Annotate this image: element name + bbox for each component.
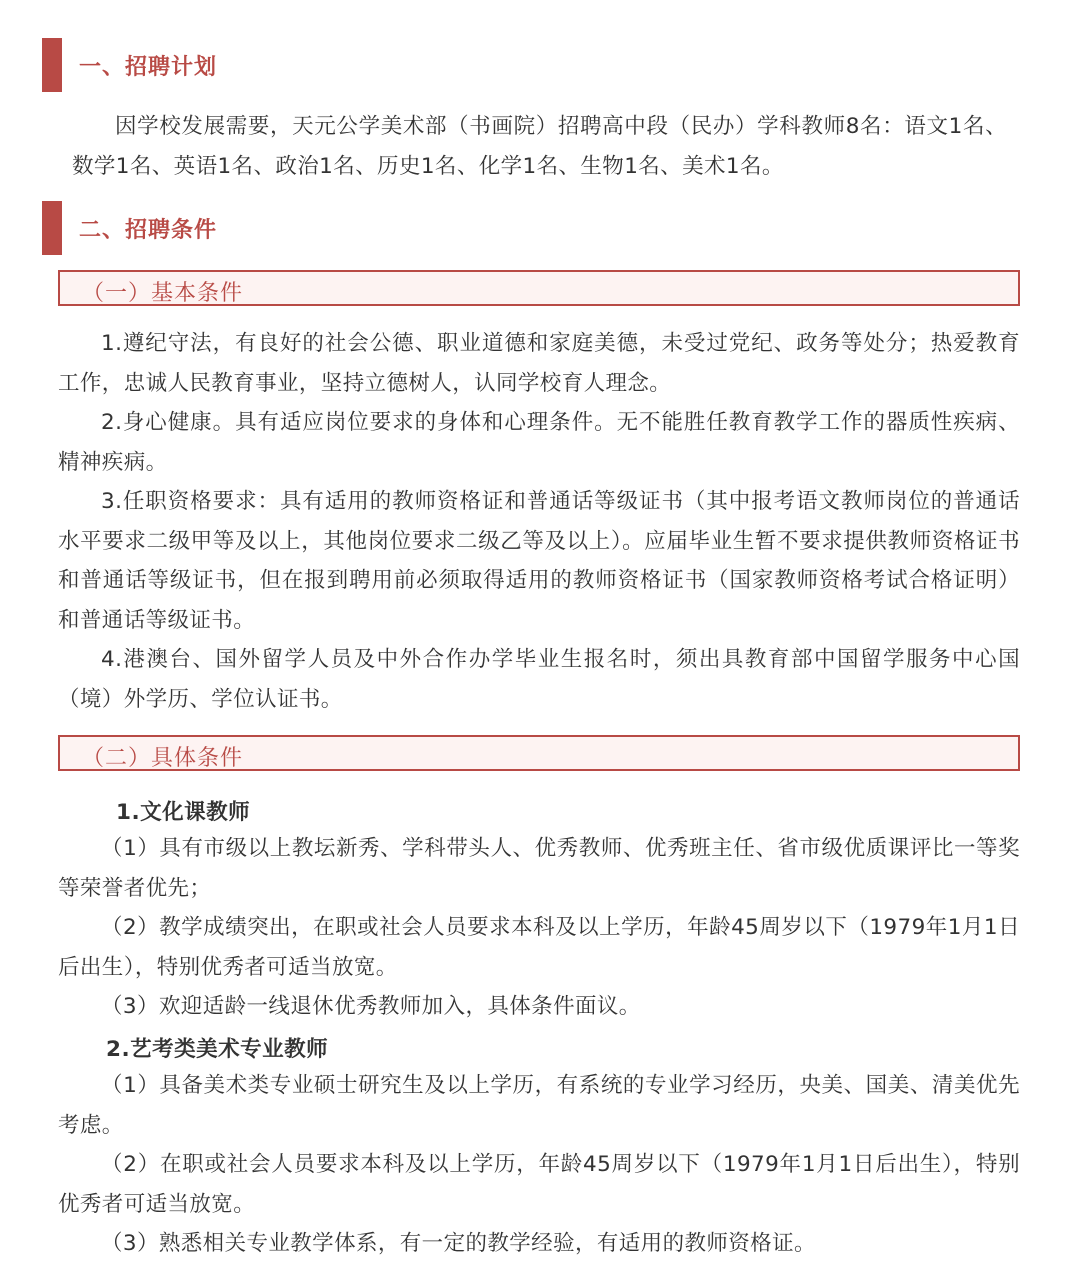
section-title-plan: 一、招聘计划 [79,55,218,80]
basic-item-3: 3.任职资格要求：具有适用的教师资格证和普通话等级证书（其中报考语文教师岗位的普通话水平要求二级甲等及以上，其他岗位要求二级乙等及以上）。应届毕业生暂不要求提供教师资格证书和普通话等级证书，但在报到聘用前必须取得适用的教师资格证书（国家教师资格考试合格证明）和普通话等级证书。 [58,489,1020,633]
subsection-title-basic: （一）基本条件 [82,281,244,306]
section-accent-bar [42,38,62,92]
basic-item-2: 2.身心健康。具有适应岗位要求的身体和心理条件。无不能胜任教育教学工作的器质性疾病、精神疾病。 [58,410,1020,475]
subsection-header-specific [58,735,1020,771]
culture-teacher-heading: 1.文化课教师 [116,800,251,825]
subsection-title-specific: （二）具体条件 [82,746,244,771]
art-item-1: （1）具备美术类专业硕士研究生及以上学历，有系统的专业学习经历，央美、国美、清美优先考虑。 [58,1073,1020,1138]
basic-item-4: 4.港澳台、国外留学人员及中外合作办学毕业生报名时，须出具教育部中国留学服务中心国（境）外学历、学位认证书。 [58,647,1020,712]
section-accent-bar [42,201,62,255]
art-item-2: （2）在职或社会人员要求本科及以上学历，年龄45周岁以下（1979年1月1日后出生），特别优秀者可适当放宽。 [58,1152,1020,1217]
art-item-3: （3）熟悉相关专业教学体系，有一定的教学经验，有适用的教师资格证。 [101,1231,816,1256]
culture-item-1: （1）具有市级以上教坛新秀、学科带头人、优秀教师、优秀班主任、省市级优质课评比一等奖等荣誉者优先； [58,836,1020,901]
culture-item-2: （2）教学成绩突出，在职或社会人员要求本科及以上学历，年龄45周岁以下（1979年1月1日后出生），特别优秀者可适当放宽。 [58,915,1020,980]
plan-paragraph: 因学校发展需要，天元公学美术部（书画院）招聘高中段（民办）学科教师8名：语文1名、数学1名、英语1名、政治1名、历史1名、化学1名、生物1名、美术1名。 [72,114,1007,179]
subsection-header-basic [58,270,1020,306]
section-title-conditions: 二、招聘条件 [79,218,218,243]
culture-item-3: （3）欢迎适龄一线退休优秀教师加入，具体条件面议。 [101,994,641,1019]
basic-item-1: 1.遵纪守法，有良好的社会公德、职业道德和家庭美德，未受过党纪、政务等处分；热爱教育工作，忠诚人民教育事业，坚持立德树人，认同学校育人理念。 [58,331,1020,396]
art-teacher-heading: 2.艺考类美术专业教师 [106,1037,329,1062]
